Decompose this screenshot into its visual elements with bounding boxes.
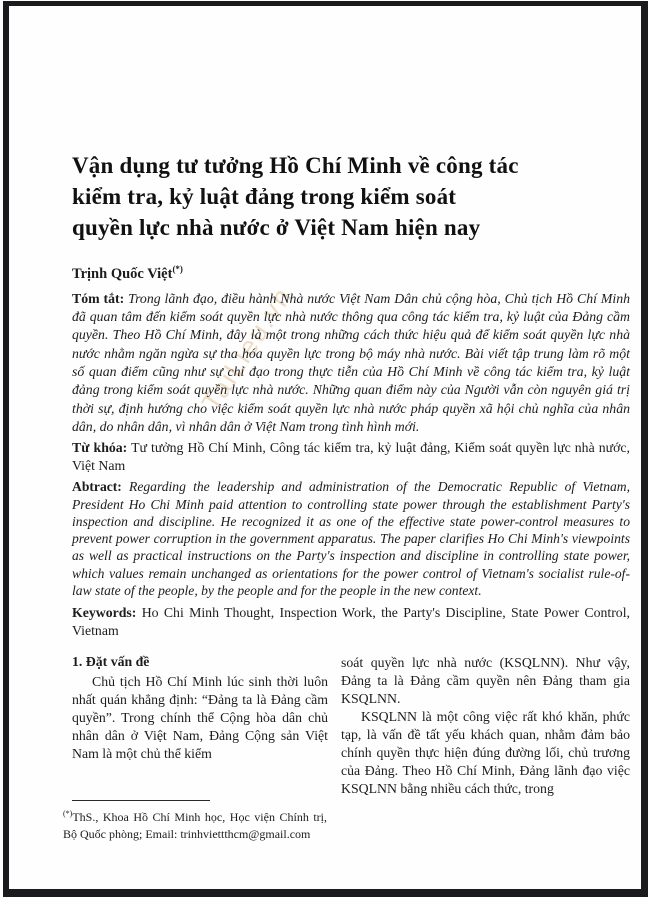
abstract-english xyxy=(72,478,630,599)
body-column-right xyxy=(341,654,630,798)
author-line xyxy=(72,264,630,283)
watermark: TaiLieu.vn xyxy=(196,281,299,417)
abstract-vietnamese xyxy=(72,290,630,436)
keywords-vietnamese xyxy=(72,439,630,474)
section-1-paragraph-left: Chủ tịch Hồ Chí Minh lúc sinh thời luôn nhất quán khẳng định: “Đảng ta là Đảng cầm quyền”. Trong chính thể Cộng hòa dân chủ nhân dân ở Việt Nam, Đảng Cộng sản Việt Nam là một chủ thể kiểm xyxy=(72,674,328,762)
author-footnote-marker: (*) xyxy=(172,264,183,274)
keywords-english-label: Keywords: xyxy=(72,605,137,621)
section-1-paragraph-right-2: KSQLNN là một công việc rất khó khăn, phức tạp, là vấn đề tất yếu khách quan, nhằm đảm bảo chính quyền thực hiện đúng đường lối, chủ trương của Đảng. Theo Hồ Chí Minh, Đảng lãnh đạo việc KSQLNN bằng nhiều cách thức, trong xyxy=(341,709,630,797)
abstract-vietnamese-text: Trong lãnh đạo, điều hành Nhà nước Việt Nam Dân chủ cộng hòa, Chủ tịch Hồ Chí Minh đã quan tâm đến kiểm soát quyền lực nhà nước thông qua công tác kiểm tra, kỷ luật của Đảng cầm quyền. Theo Hồ Chí Minh, đây là một trong những cách thức hiệu quả để kiểm soát quyền lực nhà nước nhằm ngăn ngừa sự tha hóa quyền lực trong bộ máy nhà nước. Bài viết tập trung làm rõ một số quan điểm cũng như sự chỉ đạo trong thực tiễn của Hồ Chí Minh về công tác kiểm tra, kỷ luật đảng trong kiểm soát quyền lực nhà nước. Những quan điểm này của Người vẫn còn nguyên giá trị thời sự, định hướng cho việc kiểm soát quyền lực nhà nước pháp quyền xã hội chủ nghĩa của nhân dân, do nhân dân, vì nhân dân ở Việt Nam trong tình hình mới. xyxy=(72,290,630,434)
footnote-text xyxy=(63,805,327,843)
article-title-line-2: kiểm tra, kỷ luật đảng trong kiểm soát xyxy=(72,184,457,209)
article-page xyxy=(72,150,630,798)
author-name: Trịnh Quốc Việt xyxy=(72,265,173,282)
keywords-vietnamese-text: Tư tưởng Hồ Chí Minh, Công tác kiểm tra, kỷ luật đảng, Kiểm soát quyền lực nhà nước, Việt Nam xyxy=(72,440,631,473)
abstract-english-label: Abtract: xyxy=(72,479,122,495)
abstract-english-text: Regarding the leadership and administration of the Democratic Republic of Vietnam, President Ho Chi Minh paid attention to controlling state power through the establishment Party's inspection and discipline. He recognized it as one of the effective state power-control measures to prevent power corruption in the government apparatus. The paper clarifies Ho Chi Minh's viewpoints as well as practical instructions on the Party's inspection and discipline in controlling state power, which values remain unchanged as orientations for the power control of Vietnam's socialist rule-of-law state of the people, by the people and for the people in the new context. xyxy=(72,479,631,598)
two-column-body xyxy=(72,654,630,798)
keywords-english-text: Ho Chi Minh Thought, Inspection Work, the Party's Discipline, State Power Control, Vietnam xyxy=(72,605,630,638)
keywords-english xyxy=(72,604,630,639)
footnote-separator xyxy=(72,800,210,801)
section-1-paragraph-right-1: soát quyền lực nhà nước (KSQLNN). Như vậy, Đảng ta là Đảng cầm quyền nên Đảng tham gia KSQLNN. xyxy=(341,655,630,707)
body-column-left xyxy=(72,654,328,798)
keywords-vietnamese-label: Từ khóa: xyxy=(72,440,128,456)
section-1-heading: 1. Đặt vấn đề xyxy=(72,654,150,670)
footnote xyxy=(63,800,327,843)
footnote-marker: (*) xyxy=(63,809,73,818)
footnote-body: ThS., Khoa Hồ Chí Minh học, Học viện Chính trị, Bộ Quốc phòng; Email: trinhviettthcm@gmail.com xyxy=(63,810,327,841)
article-title-line-1: Vận dụng tư tưởng Hồ Chí Minh về công tác xyxy=(72,153,519,178)
abstract-vietnamese-label: Tóm tắt: xyxy=(72,290,125,306)
article-title xyxy=(72,150,630,243)
article-title-line-3: quyền lực nhà nước ở Việt Nam hiện nay xyxy=(72,215,481,240)
